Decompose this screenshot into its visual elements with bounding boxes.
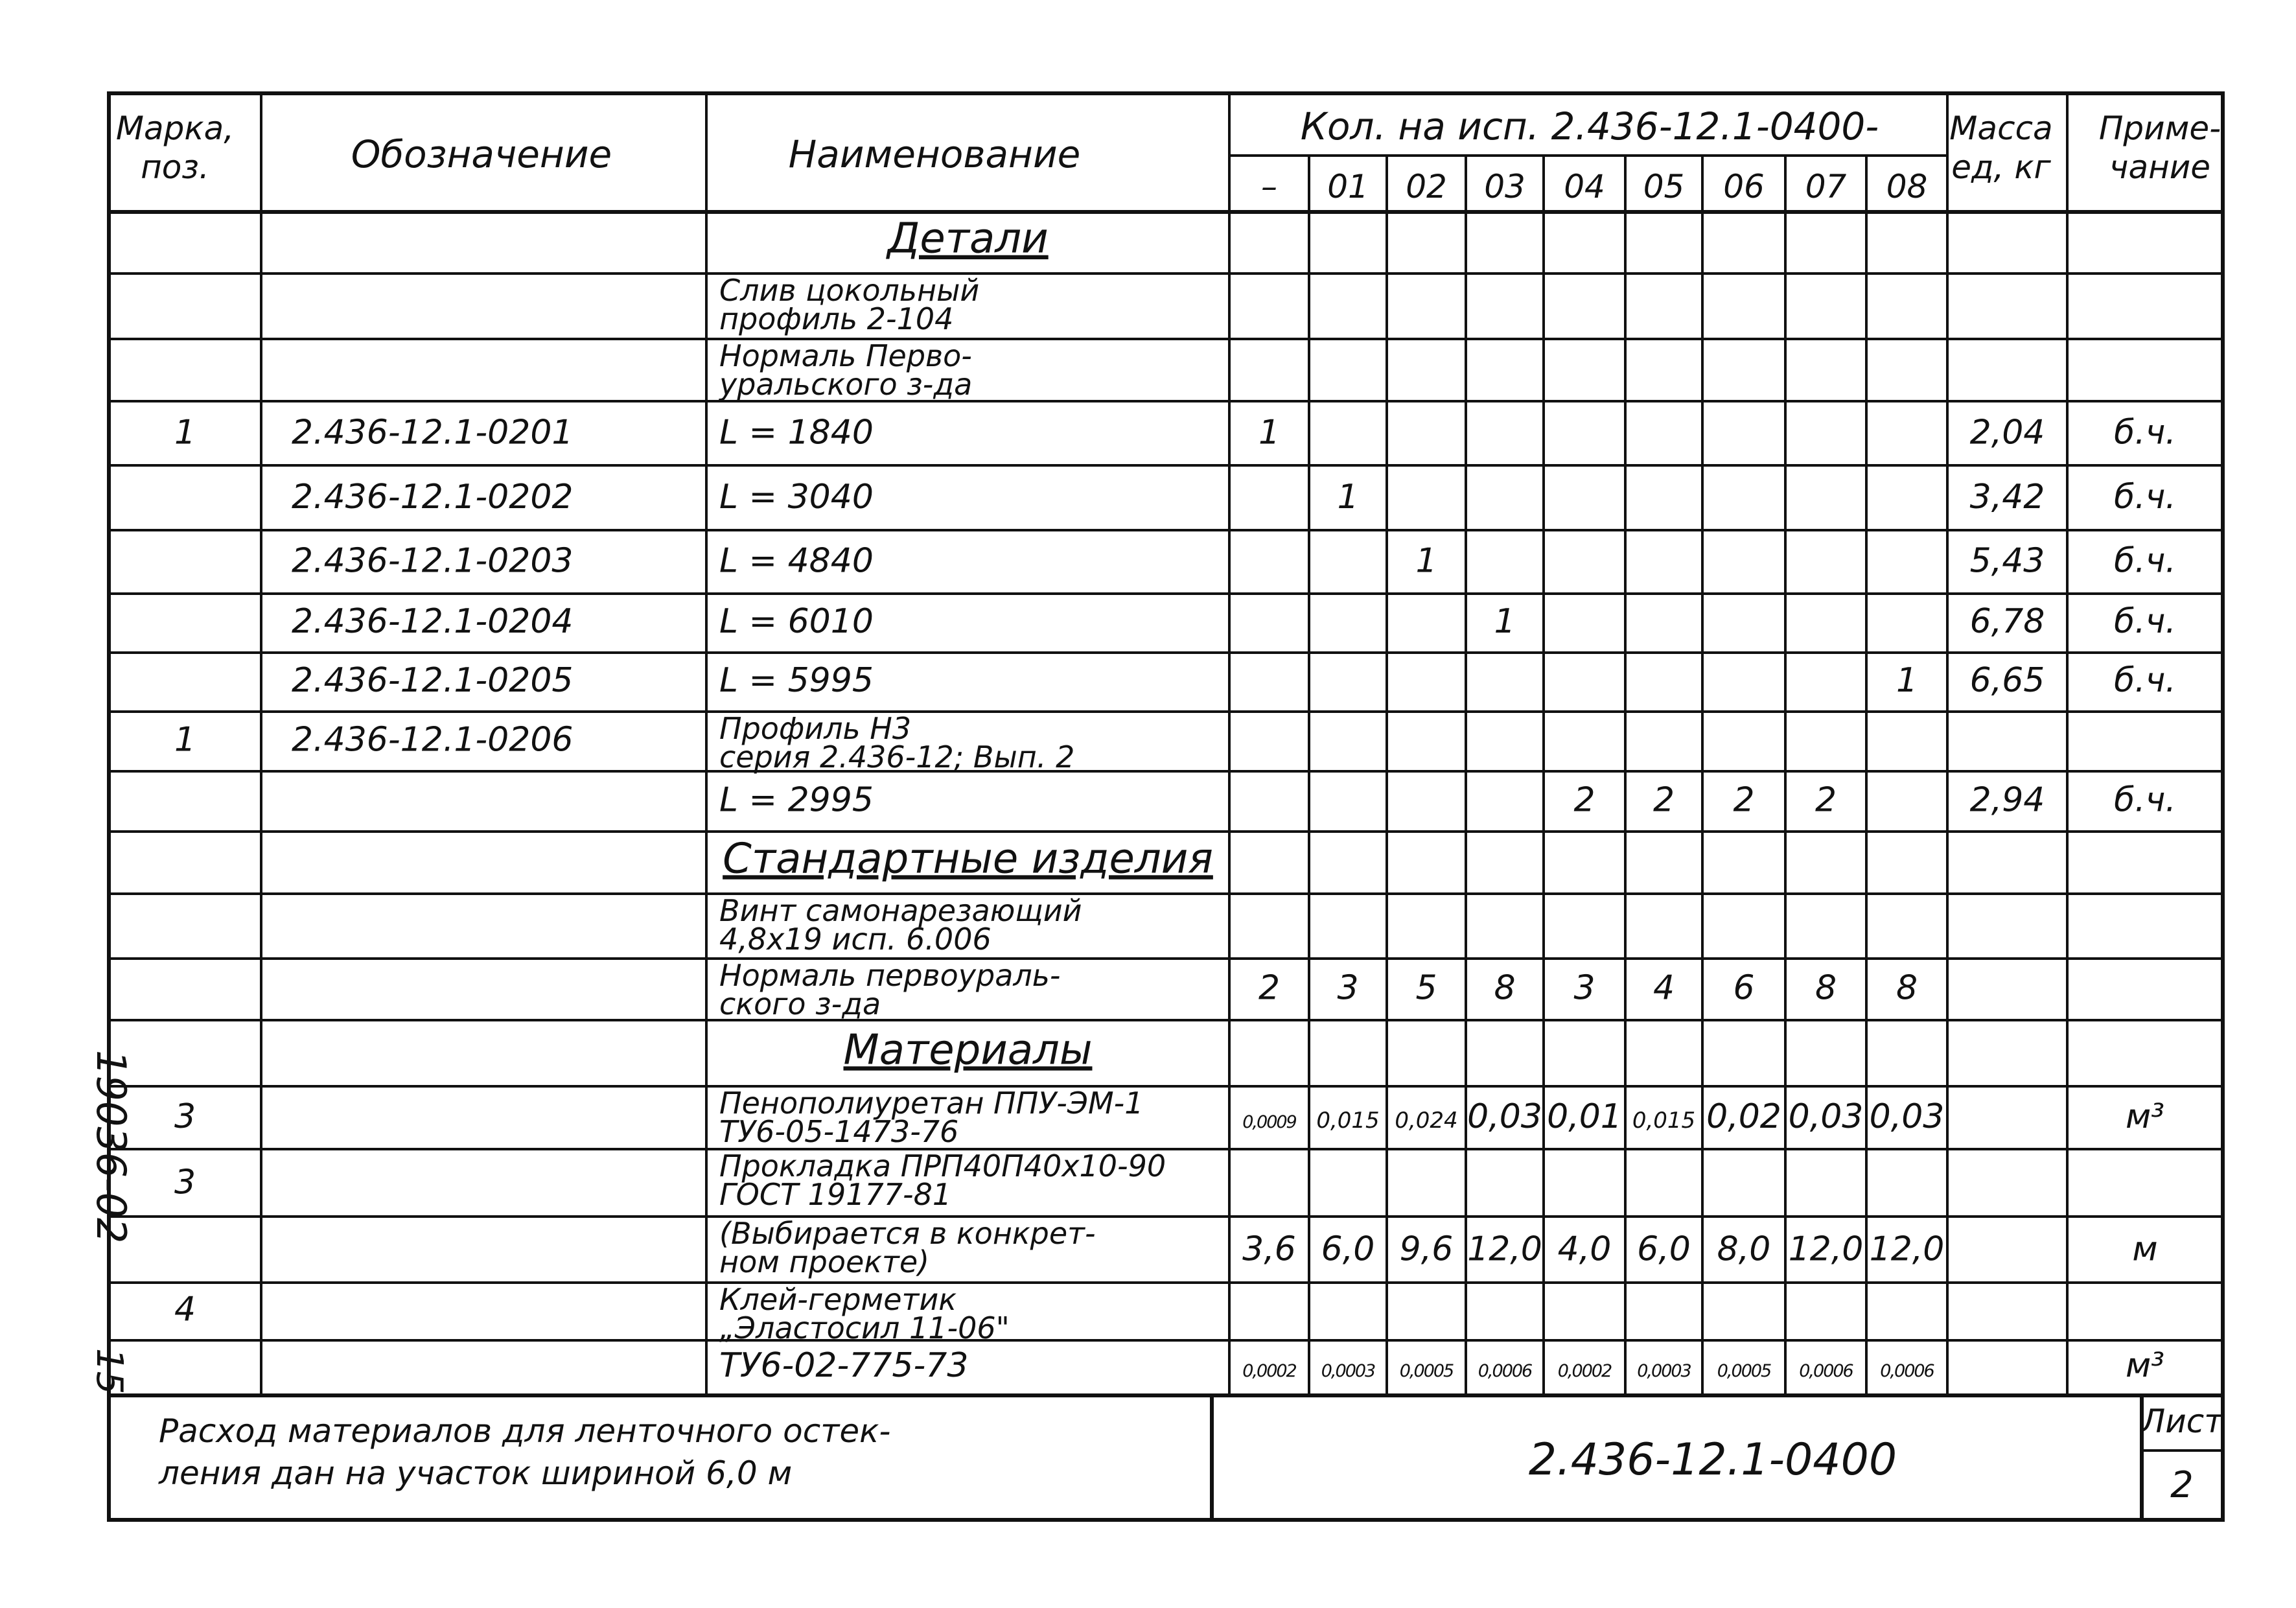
cell-name-line: Прокладка ПРП40П40х10-90 (719, 1148, 1166, 1183)
cell-name-line: ном проекте) (719, 1244, 930, 1279)
cell-name-line: (Выбирается в конкрет- (719, 1216, 1096, 1251)
cell-quantity: 0,0006 (1799, 1361, 1853, 1382)
table-row (292, 602, 2176, 641)
cell-designation: 2.436-12.1-0201 (292, 413, 574, 452)
cell-quantity: 12,0 (1788, 1229, 1864, 1269)
cell-name-line: профиль 2-104 (719, 301, 954, 336)
cell-quantity: 12,0 (1869, 1229, 1945, 1269)
cell-name-line: ского з-да (719, 986, 881, 1021)
header-note-line1: Приме- (2098, 110, 2221, 147)
cell-quantity: 8,0 (1717, 1229, 1771, 1269)
page-number: 15 (88, 1348, 130, 1395)
cell-quantity: 4,0 (1557, 1229, 1612, 1269)
cell-name: ТУ6-02-775-73 (719, 1346, 969, 1386)
cell-quantity: 2 (1573, 780, 1595, 820)
cell-designation: 2.436-12.1-0203 (292, 541, 574, 581)
cell-quantity: 0,0009 (1242, 1112, 1296, 1133)
cell-name: L = 6010 (719, 602, 874, 642)
cell-note: м³ (2125, 1097, 2165, 1137)
cell-mark: 4 (174, 1290, 196, 1329)
table-row (719, 273, 979, 336)
cell-mark: 3 (174, 1097, 196, 1137)
cell-name: L = 4840 (719, 541, 874, 581)
cell-note: м³ (2125, 1346, 2165, 1386)
cell-quantity: 4 (1652, 968, 1675, 1008)
cell-quantity: 0,01 (1547, 1097, 1622, 1137)
cell-name-line: серия 2.436-12; Вып. 2 (719, 740, 1075, 775)
cell-name: L = 5995 (719, 661, 874, 701)
cell-quantity: 0,0002 (1242, 1361, 1296, 1382)
cell-quantity: 6 (1733, 968, 1755, 1008)
cell-name-line: уральского з-да (719, 367, 973, 402)
cell-mark: 1 (174, 413, 196, 452)
cell-mark: 3 (174, 1163, 196, 1202)
variant-header: 06 (1723, 168, 1765, 205)
sheet-label: Лист (2140, 1403, 2223, 1440)
table-grid (109, 93, 2223, 1520)
cell-quantity: 12,0 (1467, 1229, 1542, 1269)
cell-mass: 6,65 (1969, 661, 2045, 701)
cell-quantity: 0,0006 (1478, 1361, 1532, 1382)
cell-designation: 2.436-12.1-0205 (292, 661, 574, 701)
table-row (885, 215, 1048, 263)
table-row (719, 1216, 2158, 1279)
section-title: Детали (887, 215, 1049, 263)
cell-quantity: 6,0 (1321, 1229, 1375, 1269)
variant-header: 08 (1886, 168, 1928, 205)
title-block (158, 1403, 2224, 1506)
cell-mass: 3,42 (1969, 478, 2045, 517)
footer-remark-line1: Расход материалов для ленточного остек- (159, 1412, 891, 1450)
variant-header: 05 (1643, 168, 1685, 205)
cell-name-line: Слив цокольный (719, 273, 980, 308)
cell-name-line: Профиль Н3 (719, 711, 912, 746)
table-row (174, 711, 1074, 775)
variant-header: 02 (1406, 168, 1447, 205)
cell-quantity: 2 (1652, 780, 1675, 820)
cell-quantity: 1 (1415, 541, 1437, 581)
table-row (718, 338, 972, 402)
cell-quantity: 0,0002 (1557, 1361, 1612, 1382)
cell-quantity: 9,6 (1399, 1229, 1454, 1269)
sheet-number: 2 (2170, 1464, 2194, 1506)
cell-quantity: 0,015 (1316, 1108, 1380, 1134)
cell-quantity: 0,0005 (1717, 1361, 1771, 1382)
cell-name-line: „Эластосил 11-06" (719, 1311, 1010, 1346)
header-note-line2: чание (2109, 148, 2211, 186)
cell-name-line: ТУ6-05-1473-76 (719, 1114, 959, 1149)
cell-note: м (2132, 1229, 2158, 1269)
cell-name-line: Нормаль Перво- (719, 338, 972, 373)
outer-frame (109, 93, 2223, 1520)
cell-quantity: 0,0006 (1880, 1361, 1934, 1382)
cell-name-line: Винт самонарезающий (719, 893, 1082, 928)
table-row (292, 478, 2176, 517)
inventory-number: 19036-02 (87, 1050, 135, 1244)
cell-designation: 2.436-12.1-0206 (292, 720, 574, 760)
cell-quantity: 2 (1258, 968, 1281, 1008)
cell-name: L = 3040 (719, 478, 874, 517)
table-row (719, 958, 1918, 1021)
table-row (723, 835, 1213, 883)
cell-quantity: 8 (1494, 968, 1516, 1008)
table-row (174, 1282, 1010, 1346)
header-name: Наименование (788, 132, 1081, 176)
cell-quantity: 1 (1896, 661, 1918, 701)
cell-mass: 2,94 (1969, 780, 2045, 820)
variant-header: – (1261, 168, 1277, 205)
header-qty-title: Кол. на исп. 2.436-12.1-0400- (1300, 104, 1879, 148)
cell-quantity: 1 (1494, 602, 1516, 642)
cell-mass: 5,43 (1969, 541, 2045, 581)
cell-mass: 6,78 (1969, 602, 2045, 642)
header-variants (1261, 168, 1927, 205)
cell-quantity: 0,0003 (1321, 1361, 1375, 1382)
variant-header: 04 (1564, 168, 1605, 205)
variant-header: 07 (1805, 168, 1847, 205)
cell-quantity: 0,03 (1869, 1097, 1945, 1137)
cell-designation: 2.436-12.1-0204 (292, 602, 574, 642)
table-row (174, 1148, 1166, 1212)
cell-quantity: 0,015 (1632, 1108, 1696, 1134)
cell-quantity: 1 (1258, 413, 1281, 452)
cell-note: б.ч. (2114, 413, 2176, 452)
section-title: Стандартные изделия (723, 835, 1213, 883)
cell-designation: 2.436-12.1-0202 (292, 478, 574, 517)
section-title: Материалы (843, 1026, 1093, 1075)
header-mass-line2: ед, кг (1951, 148, 2051, 186)
cell-name: L = 2995 (719, 780, 874, 820)
cell-name-line: Клей-герметик (719, 1282, 957, 1317)
footer-remark-line2: ления дан на участок шириной 6,0 м (159, 1454, 793, 1492)
variant-header: 03 (1484, 168, 1525, 205)
cell-mark: 1 (174, 720, 196, 760)
cell-note: б.ч. (2114, 478, 2176, 517)
cell-quantity: 0,03 (1467, 1097, 1542, 1137)
cell-quantity: 6,0 (1637, 1229, 1691, 1269)
document-code: 2.436-12.1-0400 (1528, 1434, 1897, 1486)
cell-quantity: 2 (1815, 780, 1837, 820)
table-row (719, 780, 2176, 819)
cell-quantity: 2 (1733, 780, 1755, 820)
table-body (174, 215, 2176, 1385)
table-row (292, 661, 2176, 700)
table-row (719, 893, 1082, 957)
cell-quantity: 8 (1896, 968, 1918, 1008)
header-mass-line1: Масса (1949, 110, 2053, 147)
cell-quantity: 0,02 (1706, 1097, 1781, 1137)
cell-name-line: 4,8х19 исп. 6.006 (719, 922, 991, 957)
cell-mass: 2,04 (1969, 413, 2045, 452)
table-row (844, 1026, 1093, 1074)
cell-quantity: 8 (1815, 968, 1837, 1008)
header-mark-line1: Марка, (115, 110, 235, 147)
cell-quantity: 3 (1337, 968, 1359, 1008)
table-row (174, 413, 2176, 452)
cell-quantity: 0,0003 (1637, 1361, 1691, 1382)
header-designation: Обозначение (351, 132, 612, 176)
header-mark-line2: поз. (141, 148, 209, 186)
cell-note: б.ч. (2114, 541, 2176, 581)
cell-name: L = 1840 (719, 413, 874, 452)
cell-note: б.ч. (2114, 780, 2176, 820)
variant-header: 01 (1327, 168, 1369, 205)
cell-name-line: Нормаль первоураль- (719, 958, 1061, 993)
cell-quantity: 3,6 (1242, 1229, 1296, 1269)
cell-name-line: ГОСТ 19177-81 (719, 1177, 952, 1212)
cell-note: б.ч. (2114, 661, 2176, 701)
cell-quantity: 0,03 (1788, 1097, 1864, 1137)
cell-quantity: 0,024 (1395, 1108, 1458, 1134)
cell-quantity: 5 (1415, 968, 1437, 1008)
cell-name-line: Пенополиуретан ППУ-ЭМ-1 (719, 1086, 1144, 1121)
table-row (292, 542, 2176, 581)
cell-quantity: 3 (1573, 968, 1595, 1008)
cell-note: б.ч. (2114, 602, 2176, 642)
cell-quantity: 1 (1337, 478, 1359, 517)
cell-quantity: 0,0005 (1399, 1361, 1454, 1382)
